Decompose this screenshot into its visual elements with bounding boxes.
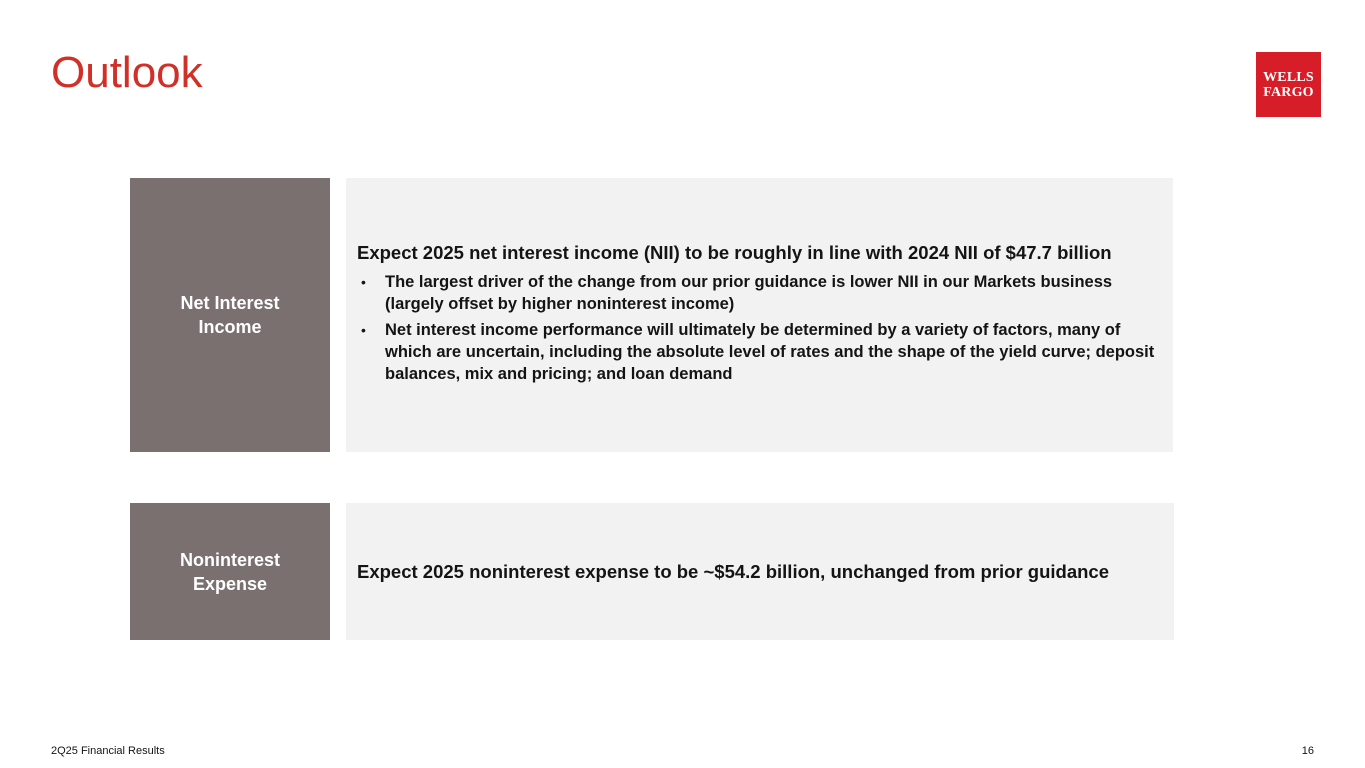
net-interest-income-content	[346, 178, 1173, 452]
nii-bullet-2	[357, 319, 1163, 385]
page-title: Outlook	[51, 48, 203, 97]
noninterest-expense-label: Noninterest Expense	[179, 549, 280, 594]
nii-bullet-1-text: The largest driver of the change from our prior guidance is lower NII in our Markets business (largely offset by higher noninterest income)	[385, 273, 1113, 313]
wells-fargo-logo	[1256, 52, 1321, 117]
noninterest-expense-content	[346, 503, 1174, 640]
logo-line-2: FARGO	[1263, 84, 1314, 100]
logo-line-1: WELLS	[1263, 69, 1314, 85]
page-number: 16	[1301, 745, 1314, 757]
bullet-icon: •	[361, 322, 366, 338]
nii-bullet-2-text: Net interest income performance will ultimately be determined by a variety of factors, many of which are uncertain, including the absolute level of rates and the shape of the yield curve; deposit balances, mix and pricing; and loan demand	[385, 321, 1155, 383]
footer-report-name: 2Q25 Financial Results	[51, 745, 165, 757]
net-interest-income-label-box	[130, 178, 330, 452]
nie-headline: Expect 2025 noninterest expense to be ~$54.2 billion, unchanged from prior guidance	[357, 560, 1110, 582]
noninterest-expense-label-box	[130, 503, 330, 640]
nii-bullet-list	[357, 271, 1163, 389]
bullet-icon: •	[361, 274, 366, 290]
net-interest-income-label: Net Interest Income	[180, 293, 280, 337]
nii-bullet-1	[357, 271, 1163, 315]
nii-headline: Expect 2025 net interest income (NII) to be roughly in line with 2024 NII of $47.7 billion	[357, 242, 1112, 263]
